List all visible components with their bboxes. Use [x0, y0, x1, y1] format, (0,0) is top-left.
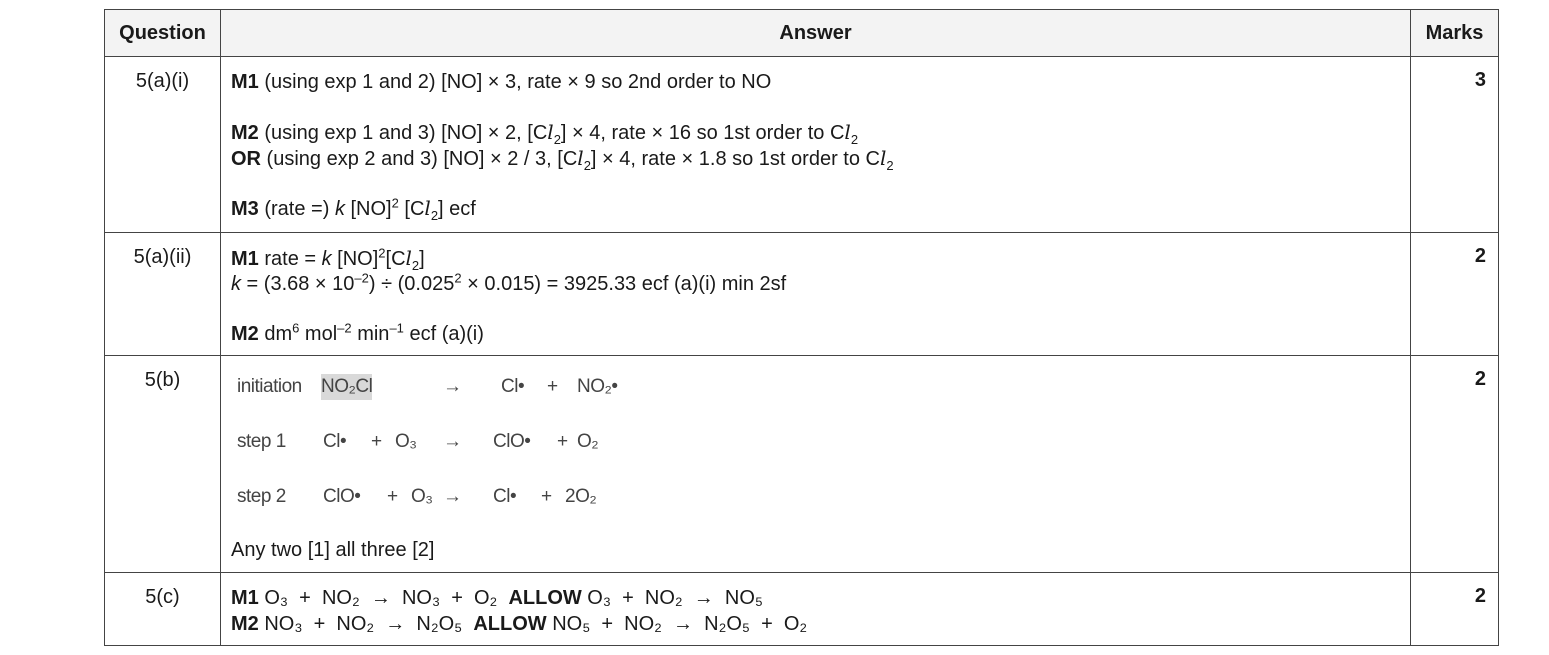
reactant: Cl•	[323, 431, 347, 452]
reactant: ClO•	[323, 486, 361, 507]
reactant: NO₂Cl	[321, 374, 372, 400]
marks-cell: 3	[1411, 57, 1499, 233]
answer-text: 2	[391, 195, 399, 211]
question-cell: 5(c)	[105, 573, 221, 646]
question-cell: 5(b)	[105, 356, 221, 573]
answer-text: –1	[389, 320, 404, 336]
answer-text: l	[405, 246, 412, 270]
step-label: initiation	[237, 376, 302, 397]
marks-cell: 2	[1411, 233, 1499, 356]
mark-scheme-table	[104, 9, 1499, 646]
answer-text: 6	[292, 320, 300, 336]
answer-line	[231, 271, 1400, 297]
answer-text: 2	[411, 258, 420, 273]
allow-tag: ALLOW	[473, 613, 547, 635]
header-marks: Marks	[1411, 10, 1499, 57]
product: NO₂•	[577, 376, 618, 397]
answer-text: k	[334, 198, 345, 220]
answer-line	[231, 611, 1400, 637]
answer-text: ] × 4, rate × 16 so 1st order to C	[560, 122, 845, 144]
answer-text: ecf (a)(i)	[403, 323, 484, 345]
table-row	[105, 356, 1499, 573]
mark-tag: M3	[231, 198, 259, 220]
mark-tag: M1	[231, 248, 259, 270]
answer-text: 2	[378, 245, 386, 261]
answer-text: NO₃ + NO₂ → N₂O₅	[258, 613, 474, 635]
answer-text: k	[231, 273, 241, 295]
mechanism-step	[231, 374, 1400, 429]
answer-text: 2	[850, 132, 859, 147]
product: Cl•	[493, 486, 517, 507]
answer-text: (rate =)	[258, 198, 335, 220]
answer-cell	[221, 573, 1411, 646]
question-cell: 5(a)(i)	[105, 57, 221, 233]
mark-tag: M2	[231, 613, 259, 635]
mechanism-image	[231, 374, 1400, 539]
table-row	[105, 57, 1499, 233]
mark-tag: OR	[231, 148, 261, 170]
arrow-icon: →	[443, 431, 462, 452]
answer-text: [NO]	[331, 248, 379, 270]
mechanism-step	[231, 429, 1400, 484]
product: O₂	[577, 431, 599, 452]
answer-line	[231, 145, 1400, 171]
reactant: O₃	[411, 486, 433, 507]
answer-text: O₃ + NO₂ → NO₃ + O₂	[258, 587, 509, 609]
answer-text: ] × 4, rate × 1.8 so 1st order to C	[590, 148, 880, 170]
answer-text: rate =	[258, 248, 322, 270]
answer-text: 2	[454, 270, 462, 286]
answer-text: [NO]	[344, 198, 392, 220]
plus: +	[371, 431, 382, 452]
mechanism-step	[231, 484, 1400, 539]
answer-text: l	[844, 120, 851, 144]
answer-text: l	[577, 146, 584, 170]
answer-text: k	[321, 248, 332, 270]
answer-cell	[221, 356, 1411, 573]
answer-line	[231, 195, 1400, 221]
product: Cl•	[501, 376, 525, 397]
answer-text: × 0.015) = 3925.33 ecf (a)(i) min 2sf	[461, 273, 787, 295]
plus: +	[387, 486, 398, 507]
answer-text: ]	[419, 248, 425, 270]
header-row	[105, 10, 1499, 57]
mark-tag: M2	[231, 122, 259, 144]
product: ClO•	[493, 431, 531, 452]
answer-text: min	[351, 323, 390, 345]
answer-text: [C	[398, 198, 425, 220]
marks-cell: 2	[1411, 356, 1499, 573]
answer-text: mol	[299, 323, 338, 345]
answer-line: Any two [1] all three [2]	[231, 539, 435, 561]
question-cell: 5(a)(ii)	[105, 233, 221, 356]
header-answer: Answer	[221, 10, 1411, 57]
answer-text: l	[879, 146, 887, 170]
answer-text: O₃ + NO₂ → NO₅	[581, 587, 763, 609]
step-label: step 1	[237, 431, 286, 452]
mark-tag: M1	[231, 587, 259, 609]
header-question: Question	[105, 10, 221, 57]
answer-cell	[221, 57, 1411, 233]
answer-line	[231, 321, 1400, 347]
arrow-icon: →	[443, 486, 462, 507]
step-label: step 2	[237, 486, 286, 507]
plus: +	[557, 431, 568, 452]
reactant: O₃	[395, 431, 417, 452]
mark-tag: M2	[231, 323, 259, 345]
answer-text: l	[424, 196, 431, 220]
arrow-icon: →	[443, 376, 462, 397]
answer-text: (using exp 2 and 3) [NO] × 2 / 3, [C	[261, 148, 578, 170]
answer-text: (using exp 1 and 2) [NO] × 3, rate × 9 so 2nd order to NO	[258, 71, 772, 93]
answer-text: [C	[385, 248, 406, 270]
answer-line	[231, 119, 1400, 145]
mark-tag: M1	[231, 71, 259, 93]
answer-text: NO₅ + NO₂ → N₂O₅ + O₂	[546, 613, 808, 635]
plus: +	[541, 486, 552, 507]
marks-cell: 2	[1411, 573, 1499, 646]
answer-text: –2	[337, 320, 352, 336]
allow-tag: ALLOW	[508, 587, 582, 609]
plus: +	[547, 376, 558, 397]
table-row	[105, 573, 1499, 646]
answer-text: 2	[553, 132, 561, 147]
answer-text: 2	[583, 158, 591, 173]
answer-text: = (3.68 × 10	[241, 273, 355, 295]
answer-line	[231, 585, 1400, 611]
answer-cell	[221, 233, 1411, 356]
answer-line	[231, 69, 1400, 95]
answer-text: –2	[354, 270, 369, 286]
answer-text: 2	[886, 158, 894, 173]
answer-text: dm	[258, 323, 293, 345]
answer-text: ) ÷ (0.025	[368, 273, 455, 295]
answer-text: 2	[430, 208, 439, 223]
answer-line	[231, 245, 1400, 271]
answer-text: (using exp 1 and 3) [NO] × 2, [C	[258, 122, 548, 144]
table-row	[105, 233, 1499, 356]
answer-text: l	[547, 120, 554, 144]
product: 2O₂	[565, 486, 597, 507]
answer-text: ] ecf	[438, 198, 476, 220]
